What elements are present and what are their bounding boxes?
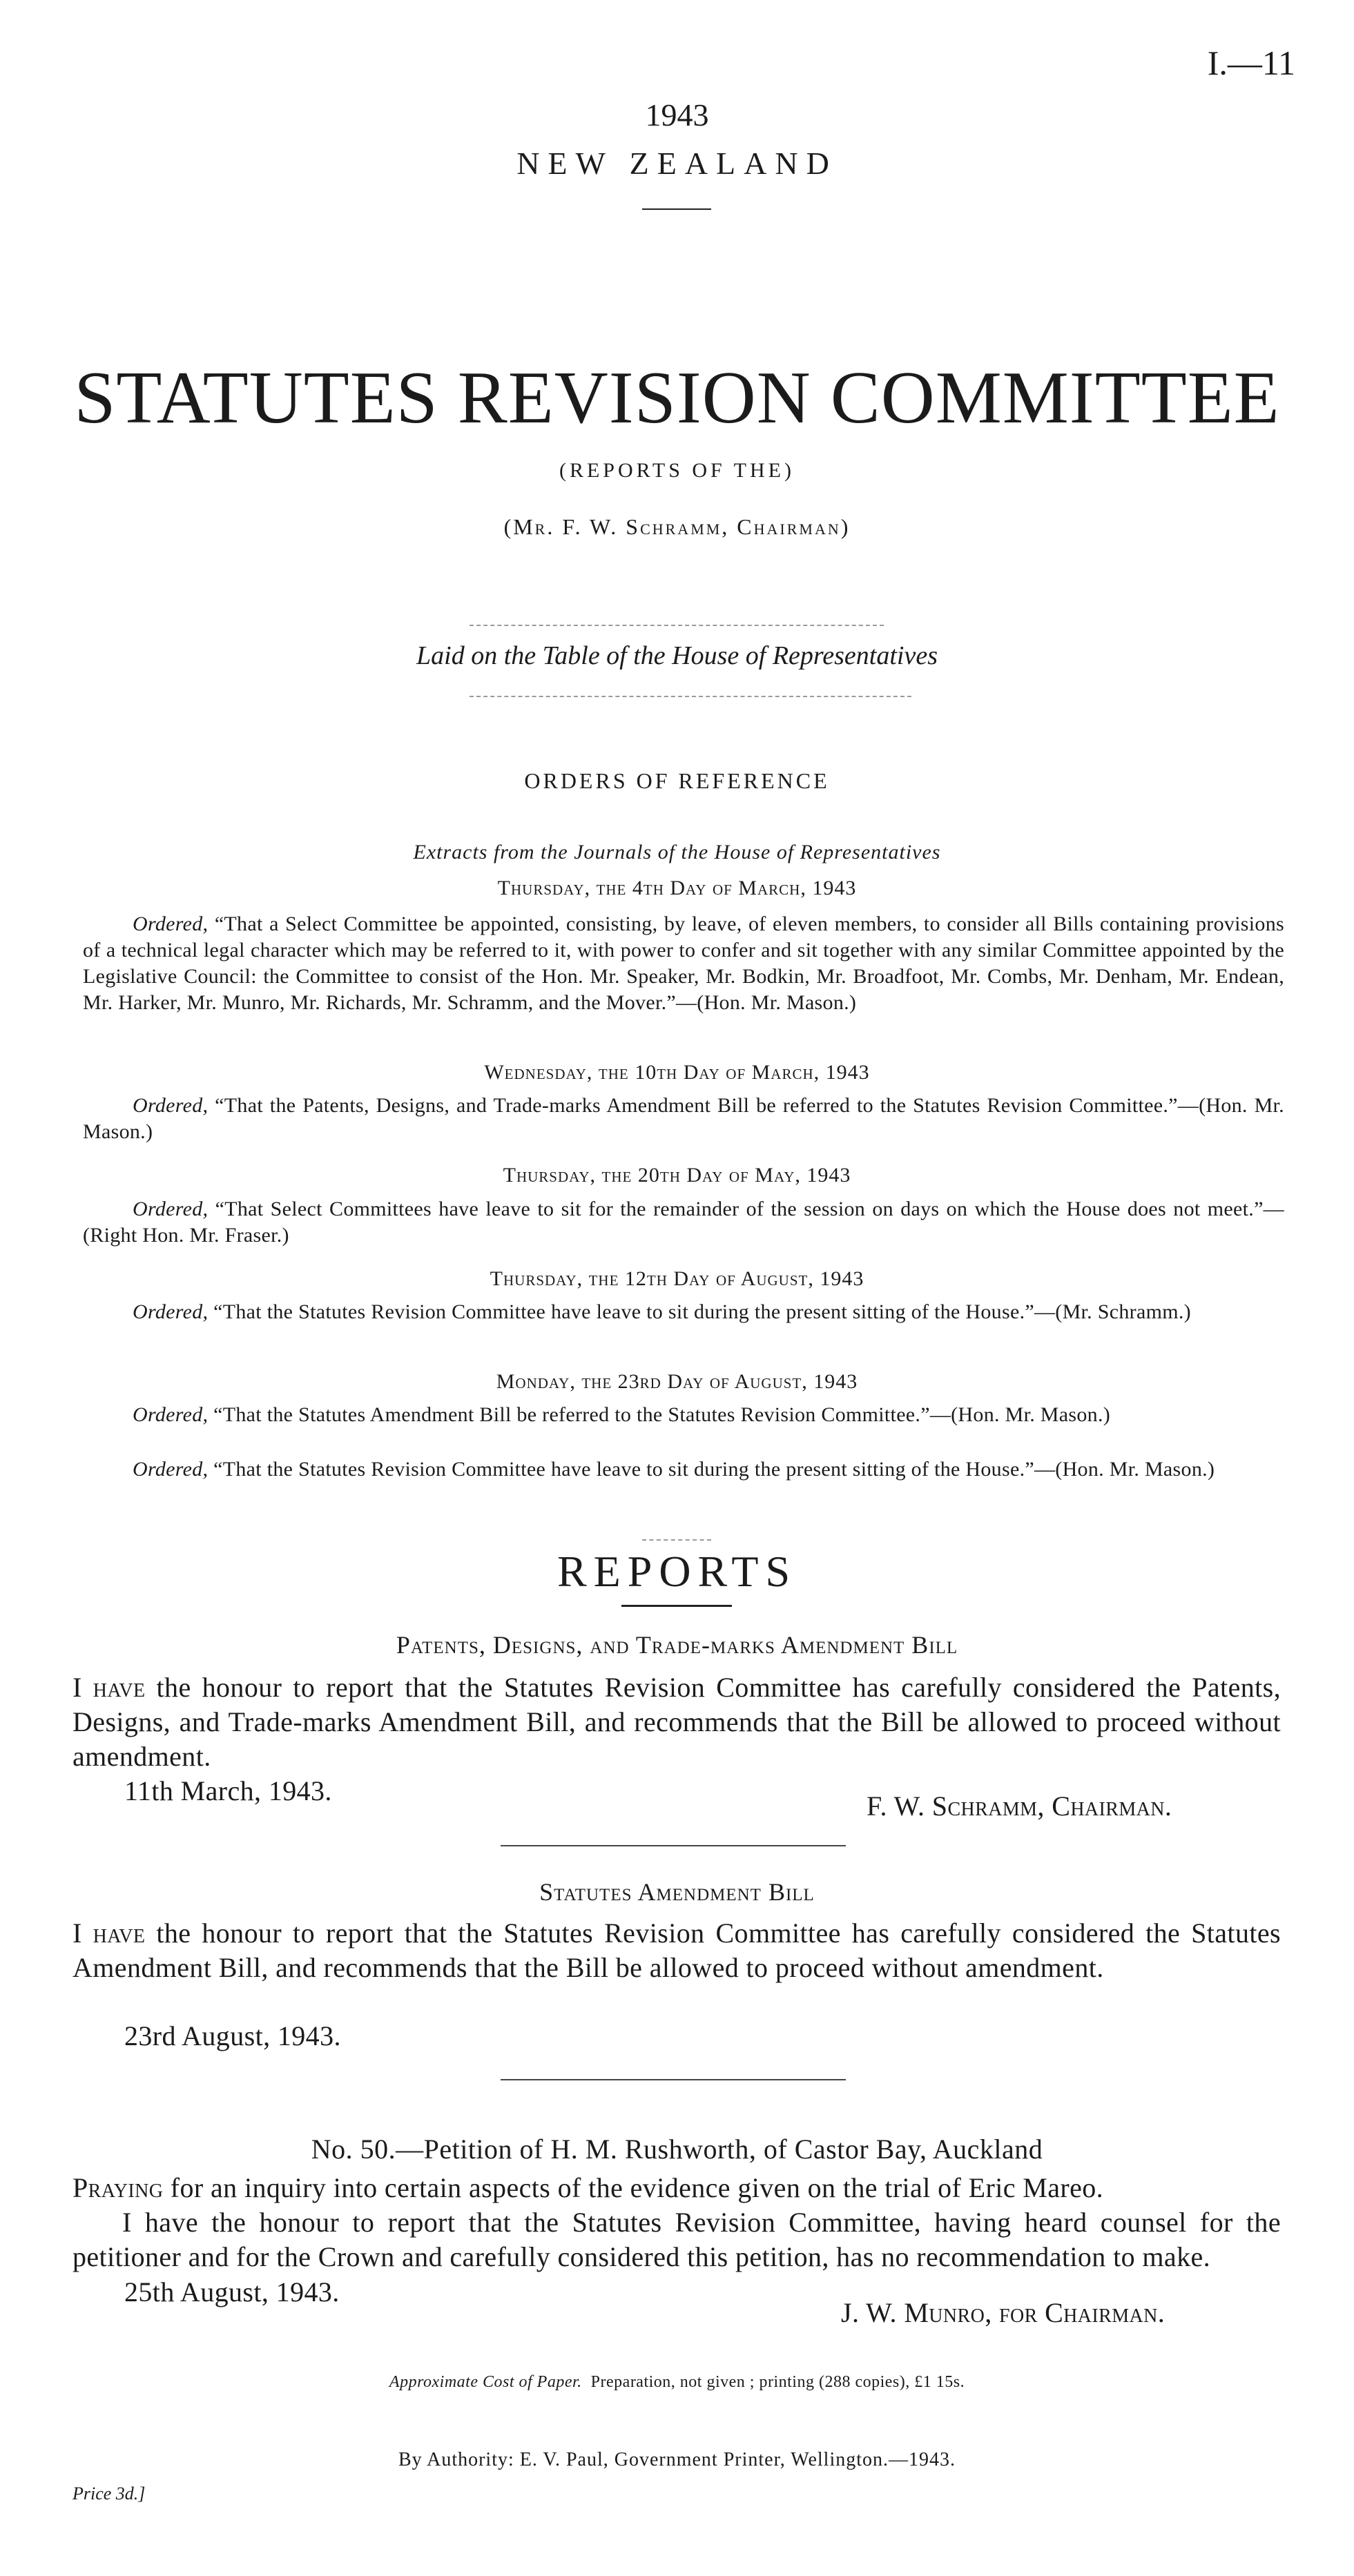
orders-subheading: Extracts from the Journals of the House of Representatives (413, 841, 941, 863)
document-subtitle: (REPORTS OF THE) (559, 459, 795, 482)
report-body: I have the honour to report that the Statutes Revision Committee has carefully considered the Patents, Designs, and Trade-marks Amendment Bill, and recommends that the Bill be allowed to proceed without amendment. (72, 1672, 1281, 1772)
page-reference: I.—11 (1207, 43, 1295, 82)
report-divider (501, 1845, 846, 1846)
order-date: Thursday, the 20th Day of May, 1943 (503, 1164, 851, 1187)
order-date: Thursday, the 4th Day of March, 1943 (497, 877, 857, 899)
divider-dotted (642, 1539, 711, 1541)
price: Price 3d.] (72, 2484, 146, 2504)
order-paragraph: Ordered, “That the Statutes Revision Committee have leave to sit during the present sitting of the House.”—(Hon. Mr. Mason.) (133, 1458, 1215, 1481)
cost-of-paper: Approximate Cost of Paper. Preparation, not given ; printing (288 copies), £1 15s. (389, 2373, 965, 2391)
authority-line: By Authority: E. V. Paul, Government Printer, Wellington.—1943. (398, 2449, 956, 2470)
reports-heading: REPORTS (557, 1547, 797, 1596)
divider-dotted (470, 696, 911, 697)
report-date: 25th August, 1943. (124, 2276, 340, 2307)
report-date: 11th March, 1943. (124, 1775, 332, 1806)
report-title: Patents, Designs, and Trade-marks Amendment Bill (396, 1631, 958, 1659)
report-body: I have the honour to report that the Statutes Revision Committee, having heard counsel for the petitioner and for the Crown and carefully considered this petition, has no recommendation to make. (72, 2207, 1281, 2272)
report-body: I have the honour to report that the Statutes Revision Committee has carefully considered the Statutes Amendment Bill, and recommends that the Bill be allowed to proceed without amendment. (72, 1918, 1281, 1983)
header-divider (642, 208, 711, 210)
order-paragraph: Ordered, “That Select Committees have leave to sit for the remainder of the session on days on which the House does not meet.”—(Right Hon. Mr. Fraser.) (83, 1198, 1284, 1247)
report-body: Praying for an inquiry into certain aspects of the evidence given on the trial of Eric Mareo. (72, 2172, 1104, 2203)
report-signature: J. W. Munro, for Chairman. (841, 2297, 1166, 2328)
report-date: 23rd August, 1943. (124, 2020, 341, 2051)
report-title: Statutes Amendment Bill (539, 1878, 815, 1906)
year: 1943 (645, 97, 709, 133)
order-date: Monday, the 23rd Day of August, 1943 (496, 1370, 858, 1393)
orders-heading: ORDERS OF REFERENCE (524, 768, 830, 793)
report-divider (501, 2079, 846, 2080)
laid-on-table: Laid on the Table of the House of Representatives (416, 641, 938, 670)
order-paragraph: Ordered, “That a Select Committee be appointed, consisting, by leave, of eleven members, to consider all Bills containing provisions of a technical legal character which may be referred to it, with power to confer and sit together with any similar Committee appointed by the Legislative Council: the Committee to consist of the Hon. Mr. Speaker, Mr. Bodkin, Mr. Broadfoot, Mr. Combs, Mr. Denham, Mr. Endean, Mr. Harker, Mr. Munro, Mr. Richards, Mr. Schramm, and the Mover.”—(Hon. Mr. Mason.) (83, 913, 1284, 1014)
order-date: Wednesday, the 10th Day of March, 1943 (484, 1061, 870, 1084)
chairman-line: (Mr. F. W. Schramm, Chairman) (503, 514, 851, 539)
country: NEW ZEALAND (516, 146, 838, 181)
order-paragraph: Ordered, “That the Patents, Designs, and Trade-marks Amendment Bill be referred to the Statutes Revision Committee.”—(Hon. Mr. Mason.) (83, 1094, 1284, 1143)
order-paragraph: Ordered, “That the Statutes Amendment Bill be referred to the Statutes Revision Committee.”—(Hon. Mr. Mason.) (133, 1403, 1111, 1426)
reports-divider (621, 1605, 732, 1607)
report-signature: F. W. Schramm, Chairman. (867, 1790, 1172, 1822)
report-title: No. 50.—Petition of H. M. Rushworth, of Castor Bay, Auckland (311, 2134, 1043, 2165)
document-title: STATUTES REVISION COMMITTEE (74, 357, 1280, 439)
order-paragraph: Ordered, “That the Statutes Revision Committee have leave to sit during the present sitting of the House.”—(Mr. Schramm.) (133, 1300, 1191, 1323)
order-date: Thursday, the 12th Day of August, 1943 (490, 1267, 864, 1290)
divider-dotted (470, 625, 884, 626)
